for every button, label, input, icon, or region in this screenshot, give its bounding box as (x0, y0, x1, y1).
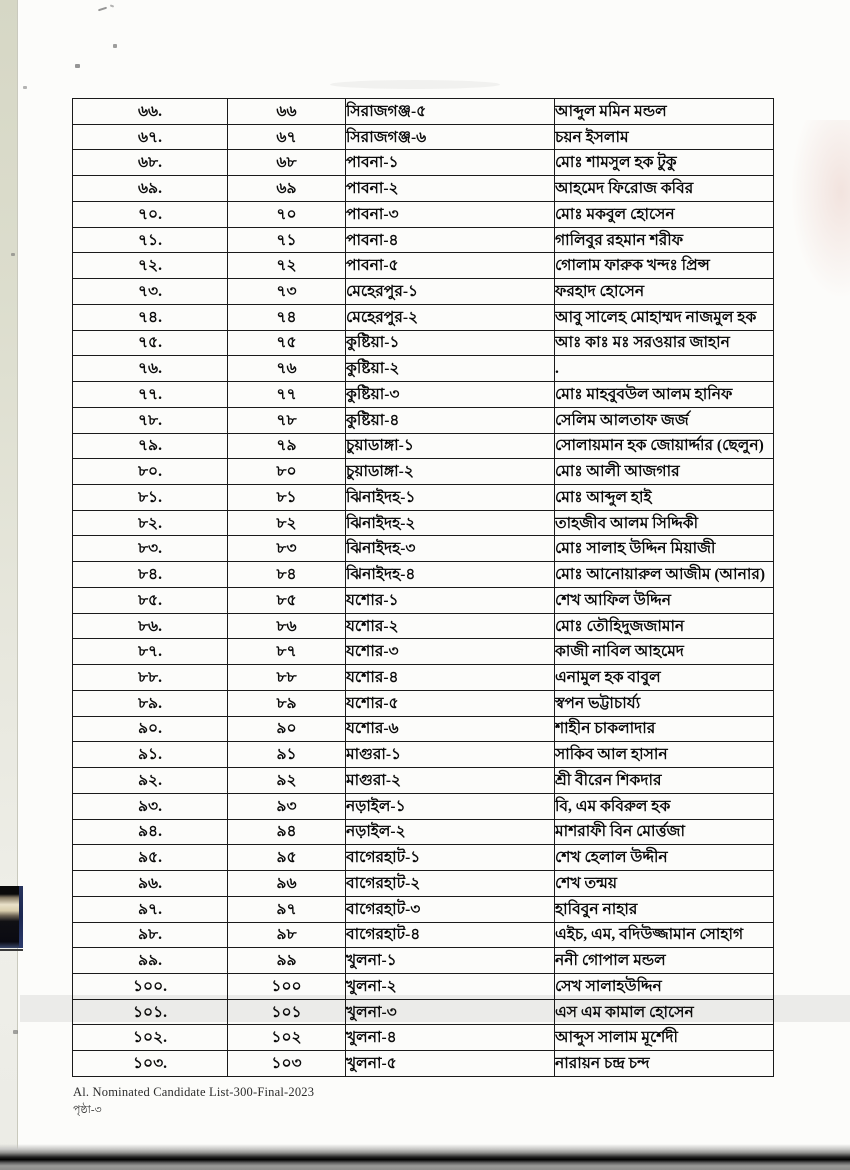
cell-candidate-name: এস এম কামাল হোসেন (555, 999, 774, 1025)
cell-constituency: যশোর-৩ (346, 639, 555, 665)
table-row (73, 176, 774, 202)
table-row (73, 793, 774, 819)
cell-serial: ৮১. (73, 485, 228, 511)
cell-serial: ৮৩. (73, 536, 228, 562)
cell-number: ৯৫ (228, 845, 346, 871)
cell-candidate-name: হাবিবুন নাহার (555, 896, 774, 922)
cell-number: ৮৯ (228, 690, 346, 716)
cell-constituency: যশোর-৬ (346, 716, 555, 742)
table-row (73, 742, 774, 768)
cell-serial: ৯১. (73, 742, 228, 768)
cell-serial: ৬৯. (73, 176, 228, 202)
cell-number: ৯৩ (228, 793, 346, 819)
cell-candidate-name: . (555, 356, 774, 382)
table-row (73, 510, 774, 536)
cell-constituency: নড়াইল-১ (346, 793, 555, 819)
table-row (73, 407, 774, 433)
cell-serial: ৭২. (73, 253, 228, 279)
cell-serial: ৯২. (73, 768, 228, 794)
cell-number: ১০১ (228, 999, 346, 1025)
cell-serial: ৮৮. (73, 665, 228, 691)
scan-speck (75, 64, 80, 68)
cell-number: ৬৮ (228, 150, 346, 176)
cell-number: ৭৪ (228, 304, 346, 330)
cell-serial: ১০২. (73, 1025, 228, 1051)
cell-constituency: কুষ্টিয়া-১ (346, 330, 555, 356)
cell-constituency: ঝিনাইদহ-৪ (346, 562, 555, 588)
cell-number: ৮৫ (228, 587, 346, 613)
scan-speck (110, 4, 114, 7)
table-row (73, 279, 774, 305)
cell-constituency: নড়াইল-২ (346, 819, 555, 845)
scan-speck (13, 1030, 18, 1034)
cell-serial: ৭৫. (73, 330, 228, 356)
cell-constituency: বাগেরহাট-২ (346, 871, 555, 897)
cell-candidate-name: এনামুল হক বাবুল (555, 665, 774, 691)
cell-number: ৬৯ (228, 176, 346, 202)
table-row (73, 871, 774, 897)
cell-candidate-name: শ্রী বীরেন শিকদার (555, 768, 774, 794)
table-row (73, 948, 774, 974)
cell-constituency: পাবনা-১ (346, 150, 555, 176)
cell-serial: ১০০. (73, 973, 228, 999)
scan-ink-blob-underline (0, 949, 23, 951)
cell-candidate-name: মোঃ তৌহিদুজজামান (555, 613, 774, 639)
cell-serial: ৬৮. (73, 150, 228, 176)
table-row (73, 768, 774, 794)
cell-number: ৬৬ (228, 99, 346, 125)
cell-serial: ৭৮. (73, 407, 228, 433)
cell-number: ৭৬ (228, 356, 346, 382)
table-row (73, 1051, 774, 1077)
table-row (73, 896, 774, 922)
cell-serial: ৮৯. (73, 690, 228, 716)
cell-constituency: মেহেরপুর-২ (346, 304, 555, 330)
cell-constituency: খুলনা-৫ (346, 1051, 555, 1077)
cell-serial: ৯৯. (73, 948, 228, 974)
footer-document-title: Al. Nominated Candidate List-300-Final-2023 (73, 1085, 315, 1099)
cell-constituency: সিরাজগঞ্জ-৫ (346, 99, 555, 125)
cell-constituency: সিরাজগঞ্জ-৬ (346, 124, 555, 150)
table-row (73, 973, 774, 999)
table-row (73, 845, 774, 871)
cell-serial: ৭৩. (73, 279, 228, 305)
cell-serial: ৯৪. (73, 819, 228, 845)
cell-number: ১০৩ (228, 1051, 346, 1077)
cell-constituency: কুষ্টিয়া-৪ (346, 407, 555, 433)
cell-candidate-name: ফরহাদ হোসেন (555, 279, 774, 305)
table-row (73, 433, 774, 459)
cell-serial: ৭১. (73, 227, 228, 253)
table-row (73, 536, 774, 562)
table-row (73, 639, 774, 665)
scan-ink-blob-blue-edge (19, 886, 23, 948)
cell-constituency: পাবনা-২ (346, 176, 555, 202)
scan-top-smudge (330, 80, 500, 89)
cell-serial: ৯৮. (73, 922, 228, 948)
cell-candidate-name: মোঃ আনোয়ারুল আজীম (আনার) (555, 562, 774, 588)
cell-candidate-name: আহমেদ ফিরোজ কবির (555, 176, 774, 202)
cell-candidate-name: শেখ আফিল উদ্দিন (555, 587, 774, 613)
cell-candidate-name: মোঃ আলী আজগার (555, 459, 774, 485)
cell-candidate-name: মোঃ মকবুল হোসেন (555, 201, 774, 227)
cell-serial: ৮০. (73, 459, 228, 485)
cell-candidate-name: মাশরাফী বিন মোর্ত্তজা (555, 819, 774, 845)
table-row (73, 587, 774, 613)
cell-candidate-name: চয়ন ইসলাম (555, 124, 774, 150)
cell-number: ৭৩ (228, 279, 346, 305)
cell-number: ৯২ (228, 768, 346, 794)
cell-constituency: খুলনা-২ (346, 973, 555, 999)
cell-number: ১০২ (228, 1025, 346, 1051)
cell-candidate-name: সেলিম আলতাফ জর্জ (555, 407, 774, 433)
cell-number: ৭৫ (228, 330, 346, 356)
table-row (73, 459, 774, 485)
table-row (73, 150, 774, 176)
cell-number: ৬৭ (228, 124, 346, 150)
cell-serial: ১০১. (73, 999, 228, 1025)
cell-constituency: পাবনা-৪ (346, 227, 555, 253)
cell-candidate-name: আব্দুল মমিন মন্ডল (555, 99, 774, 125)
table-row (73, 485, 774, 511)
scan-speck (23, 86, 27, 89)
scan-right-shading (790, 120, 850, 300)
scan-edge-strip (0, 0, 18, 1170)
table-row (73, 1025, 774, 1051)
cell-number: ৮৪ (228, 562, 346, 588)
cell-candidate-name: শেখ হেলাল উদ্দীন (555, 845, 774, 871)
cell-candidate-name: নারায়ন চন্দ্র চন্দ (555, 1051, 774, 1077)
page-footer (73, 1085, 314, 1120)
table-row (73, 201, 774, 227)
cell-serial: ৯৭. (73, 896, 228, 922)
cell-candidate-name: এইচ, এম, বদিউজ্জামান সোহাগ (555, 922, 774, 948)
cell-number: ৯০ (228, 716, 346, 742)
cell-candidate-name: সাকিব আল হাসান (555, 742, 774, 768)
candidate-table (72, 98, 774, 1077)
cell-number: ১০০ (228, 973, 346, 999)
cell-constituency: মাগুরা-১ (346, 742, 555, 768)
cell-candidate-name: মোঃ মাহবুবউল আলম হানিফ (555, 382, 774, 408)
table-row (73, 304, 774, 330)
cell-constituency: যশোর-৪ (346, 665, 555, 691)
cell-constituency: বাগেরহাট-৩ (346, 896, 555, 922)
table-row (73, 999, 774, 1025)
table-row (73, 690, 774, 716)
cell-candidate-name: মোঃ আব্দুল হাই (555, 485, 774, 511)
table-row (73, 922, 774, 948)
cell-candidate-name: মোঃ সালাহ উদ্দিন মিয়াজী (555, 536, 774, 562)
cell-serial: ৭৭. (73, 382, 228, 408)
cell-number: ৮৭ (228, 639, 346, 665)
cell-number: ৭২ (228, 253, 346, 279)
cell-serial: ১০৩. (73, 1051, 228, 1077)
table-row (73, 382, 774, 408)
cell-candidate-name: স্বপন ভট্টাচার্য্য (555, 690, 774, 716)
cell-number: ৭১ (228, 227, 346, 253)
cell-constituency: যশোর-৫ (346, 690, 555, 716)
cell-constituency: চুয়াডাঙ্গা-২ (346, 459, 555, 485)
cell-serial: ৯৬. (73, 871, 228, 897)
cell-number: ৯৮ (228, 922, 346, 948)
cell-serial: ৭৬. (73, 356, 228, 382)
cell-constituency: বাগেরহাট-৪ (346, 922, 555, 948)
cell-candidate-name: মোঃ শামসুল হক টুকু (555, 150, 774, 176)
table-row (73, 99, 774, 125)
cell-number: ৯৭ (228, 896, 346, 922)
cell-serial: ৮৪. (73, 562, 228, 588)
cell-constituency: পাবনা-৫ (346, 253, 555, 279)
cell-number: ৭৭ (228, 382, 346, 408)
cell-serial: ৮২. (73, 510, 228, 536)
cell-serial: ৮৬. (73, 613, 228, 639)
cell-serial: ৬৬. (73, 99, 228, 125)
scan-speck (98, 7, 107, 12)
cell-constituency: চুয়াডাঙ্গা-১ (346, 433, 555, 459)
cell-candidate-name: আঃ কাঃ মঃ সরওয়ার জাহান (555, 330, 774, 356)
scan-ink-blob (0, 886, 23, 948)
cell-constituency: যশোর-১ (346, 587, 555, 613)
cell-number: ৯৪ (228, 819, 346, 845)
cell-number: ৮১ (228, 485, 346, 511)
table-row (73, 227, 774, 253)
cell-serial: ৮৫. (73, 587, 228, 613)
cell-constituency: যশোর-২ (346, 613, 555, 639)
cell-serial: ৬৭. (73, 124, 228, 150)
cell-candidate-name: সোলায়মান হক জোয়ার্দ্দার (ছেলুন) (555, 433, 774, 459)
cell-candidate-name: গালিবুর রহমান শরীফ (555, 227, 774, 253)
cell-constituency: মেহেরপুর-১ (346, 279, 555, 305)
cell-number: ৭৯ (228, 433, 346, 459)
cell-constituency: ঝিনাইদহ-২ (346, 510, 555, 536)
cell-number: ৮৮ (228, 665, 346, 691)
cell-number: ৮০ (228, 459, 346, 485)
table-row (73, 253, 774, 279)
cell-serial: ৯৩. (73, 793, 228, 819)
cell-number: ৮২ (228, 510, 346, 536)
scan-speck (113, 44, 117, 48)
cell-serial: ৯৫. (73, 845, 228, 871)
cell-number: ৯৯ (228, 948, 346, 974)
cell-constituency: কুষ্টিয়া-৩ (346, 382, 555, 408)
cell-candidate-name: শেখ তন্ময় (555, 871, 774, 897)
table-row (73, 562, 774, 588)
cell-candidate-name: আব্দুস সালাম মূর্শেদী (555, 1025, 774, 1051)
cell-candidate-name: ননী গোপাল মন্ডল (555, 948, 774, 974)
cell-constituency: খুলনা-১ (346, 948, 555, 974)
cell-number: ৮৬ (228, 613, 346, 639)
cell-candidate-name: শাহীন চাকলাদার (555, 716, 774, 742)
cell-constituency: বাগেরহাট-১ (346, 845, 555, 871)
cell-number: ৭৮ (228, 407, 346, 433)
footer-page-number: পৃষ্ঠা-৩ (73, 1104, 102, 1116)
cell-number: ৭০ (228, 201, 346, 227)
cell-candidate-name: তাহজীব আলম সিদ্দিকী (555, 510, 774, 536)
table-row (73, 330, 774, 356)
cell-constituency: খুলনা-৪ (346, 1025, 555, 1051)
cell-constituency: খুলনা-৩ (346, 999, 555, 1025)
cell-constituency: পাবনা-৩ (346, 201, 555, 227)
cell-number: ৯১ (228, 742, 346, 768)
cell-number: ৮৩ (228, 536, 346, 562)
scan-speck (11, 253, 15, 256)
table-row (73, 356, 774, 382)
cell-candidate-name: বি, এম কবিরুল হক (555, 793, 774, 819)
cell-serial: ৭৪. (73, 304, 228, 330)
cell-candidate-name: কাজী নাবিল আহমেদ (555, 639, 774, 665)
table-row (73, 819, 774, 845)
table-row (73, 665, 774, 691)
cell-candidate-name: আবু সালেহ মোহাম্মদ নাজমুল হক (555, 304, 774, 330)
cell-constituency: ঝিনাইদহ-৩ (346, 536, 555, 562)
cell-serial: ৭০. (73, 201, 228, 227)
cell-constituency: মাগুরা-২ (346, 768, 555, 794)
cell-candidate-name: গোলাম ফারুক খন্দঃ প্রিন্স (555, 253, 774, 279)
table-row (73, 716, 774, 742)
scan-bottom-band (0, 1144, 850, 1170)
cell-serial: ৯০. (73, 716, 228, 742)
cell-constituency: ঝিনাইদহ-১ (346, 485, 555, 511)
cell-number: ৯৬ (228, 871, 346, 897)
cell-serial: ৮৭. (73, 639, 228, 665)
cell-constituency: কুষ্টিয়া-২ (346, 356, 555, 382)
table-row (73, 613, 774, 639)
candidate-table-body (73, 99, 774, 1077)
table-row (73, 124, 774, 150)
cell-candidate-name: সেখ সালাহউদ্দিন (555, 973, 774, 999)
cell-serial: ৭৯. (73, 433, 228, 459)
